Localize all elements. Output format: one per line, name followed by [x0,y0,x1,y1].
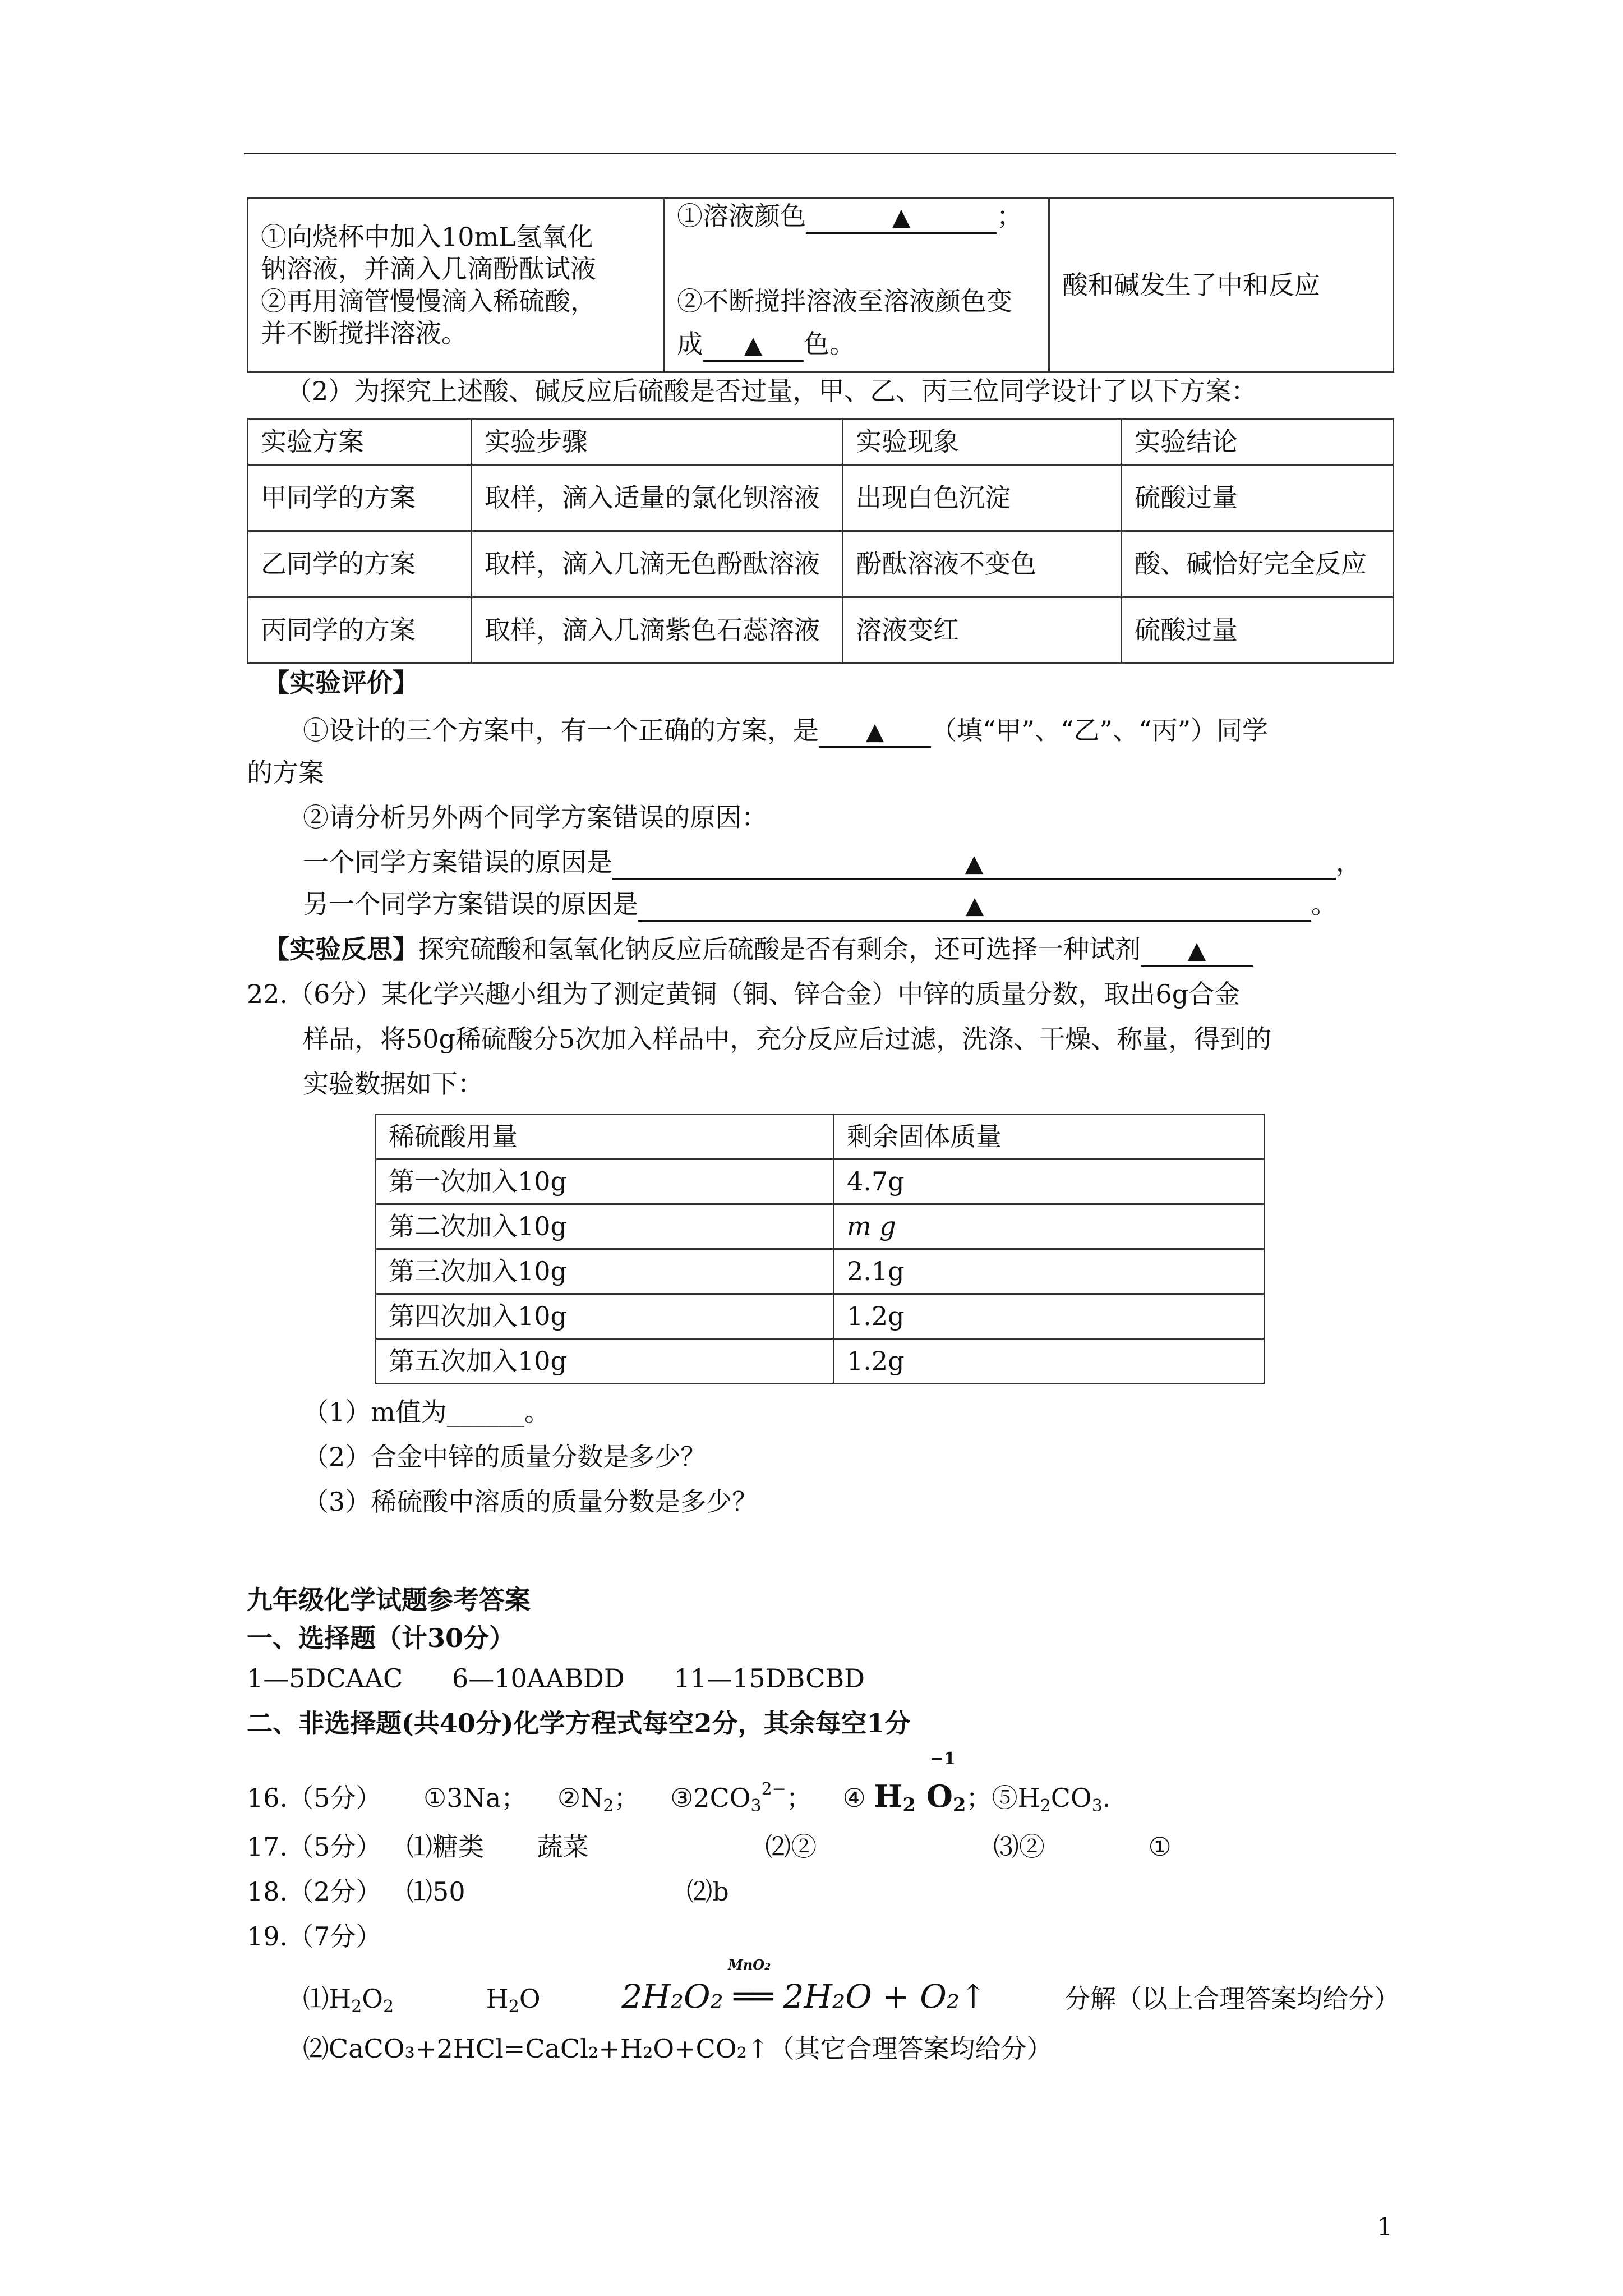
table-cell: 1.2g [834,1294,1265,1339]
q22-sub-1: （1）m值为______。 [303,1397,550,1427]
phenomenon-cell: ①溶液颜色 ▲ ； ②不断搅拌溶液至溶液颜色变 成 ▲ 色。 [664,199,1049,372]
answer-19-part-2: ⑵CaCO₃+2HCl=CaCl₂+H₂O+CO₂↑（其它合理答案均给分） [303,2033,1053,2064]
table-cell: 2.1g [834,1249,1265,1294]
table-row [376,1159,1265,1204]
q22-line-3: 实验数据如下： [303,1069,483,1099]
table-cell: 甲同学的方案 [248,465,472,531]
conclusion-cell: 酸和碱发生了中和反应 [1049,199,1394,372]
reflection-line: 【实验反思】探究硫酸和氢氧化钠反应后硫酸是否有剩余，还可选择一种试剂 ▲ [264,934,1253,967]
table-cell: 硫酸过量 [1122,597,1394,664]
table-cell: 取样，滴入适量的氯化钡溶液 [472,465,843,531]
answer-17: 17.（5分） ⑴糖类 蔬菜 ⑵② ⑶② ① [247,1832,1172,1862]
table-cell: 取样，滴入几滴无色酚酞溶液 [472,531,843,597]
table-cell: 出现白色沉淀 [843,465,1122,531]
section-1-answers: 1—5DCAAC 6—10AABDD 11—15DBCBD [247,1663,865,1694]
table-cell: 丙同学的方案 [248,597,472,664]
table-row [248,465,1394,531]
evaluation-title: 【实验评价】 [264,668,418,698]
table-cell: 乙同学的方案 [248,531,472,597]
answer-19-part-1: $⑴H_2O_2$ $H_2O$ MnO2 2H₂O₂ ══ 2H₂O + O₂↑ 分解（以上合理答案均给分） [303,1957,1400,2017]
table-cell: m g [834,1204,1265,1249]
reason-line-2: 另一个同学方案错误的原因是 ▲ 。 [303,889,1337,922]
section-1-title: 一、选择题（计30分） [247,1623,515,1653]
table-cell: 硫酸过量 [1122,465,1394,531]
reason-line-1: 一个同学方案错误的原因是 ▲ ， [303,847,1362,880]
q22-line-1: 22.（6分）某化学兴趣小组为了测定黄铜（铜、锌合金）中锌的质量分数，取出6g合金 [247,979,1241,1009]
header-cell: 实验方案 [248,419,472,465]
table-row [376,1249,1265,1294]
page-number: 1 [1377,2213,1393,2242]
table-cell: 第一次加入10g [376,1159,834,1204]
table-cell: 酚酞溶液不变色 [843,531,1122,597]
header-rule [244,153,1396,154]
table-header-row [376,1115,1265,1159]
scheme-table [247,418,1394,664]
q22-sub-3: （3）稀硫酸中溶质的质量分数是多少？ [303,1487,758,1517]
evaluation-q1-cont: 的方案 [247,757,324,788]
section-2-title: 二、非选择题(共40分)化学方程式每空2分，其余每空1分 [247,1708,911,1738]
table-cell: 4.7g [834,1159,1265,1204]
header-cell: 稀硫酸用量 [376,1115,834,1159]
q2-intro: （2）为探究上述酸、碱反应后硫酸是否过量，甲、乙、丙三位同学设计了以下方案： [286,376,1257,406]
table-row [376,1294,1265,1339]
table-cell: 1.2g [834,1339,1265,1384]
q22-line-2: 样品，将50g稀硫酸分5次加入样品中，充分反应后过滤，洗涤、干燥、称量，得到的 [303,1024,1272,1054]
experiment-table [247,197,1394,373]
table-row [376,1204,1265,1249]
evaluation-q2: ②请分析另外两个同学方案错误的原因： [303,802,767,832]
table-cell: 溶液变红 [843,597,1122,664]
header-cell: 实验步骤 [472,419,843,465]
table-row [376,1339,1265,1384]
answer-16: 16.（5分） ①3Na； $②N_2$； $③2CO_3^{2-}$； ④ $H_2$ −1 $O_2$；$⑤H_2CO_3$. [247,1749,1111,1816]
step-cell: ①向烧杯中加入10mL氢氧化 钠溶液，并滴入几滴酚酞试液 ②再用滴管慢慢滴入稀硫酸， 并不断搅拌溶液。 [248,199,664,372]
q22-sub-2: （2）合金中锌的质量分数是多少？ [303,1442,707,1472]
table-header-row [248,419,1394,465]
table-cell: 取样，滴入几滴紫色石蕊溶液 [472,597,843,664]
table-cell: 酸、碱恰好完全反应 [1122,531,1394,597]
table-row [248,531,1394,597]
answer-19-label: 19.（7分） [247,1921,382,1952]
data-table [375,1114,1265,1384]
evaluation-q1: ①设计的三个方案中，有一个正确的方案，是 ▲ （填“甲”、“乙”、“丙”）同学 [303,715,1268,748]
table-cell: 第三次加入10g [376,1249,834,1294]
table-cell: 第五次加入10g [376,1339,834,1384]
table-cell: 第二次加入10g [376,1204,834,1249]
answer-18: 18.（2分） ⑴50 ⑵b [247,1876,729,1907]
table-cell: 第四次加入10g [376,1294,834,1339]
header-cell: 剩余固体质量 [834,1115,1265,1159]
header-cell: 实验现象 [843,419,1122,465]
answers-title: 九年级化学试题参考答案 [247,1585,531,1615]
header-cell: 实验结论 [1122,419,1394,465]
table-row [248,597,1394,664]
equation: MnO2 2H₂O₂ ══ 2H₂O + O₂↑ [621,1957,987,2016]
